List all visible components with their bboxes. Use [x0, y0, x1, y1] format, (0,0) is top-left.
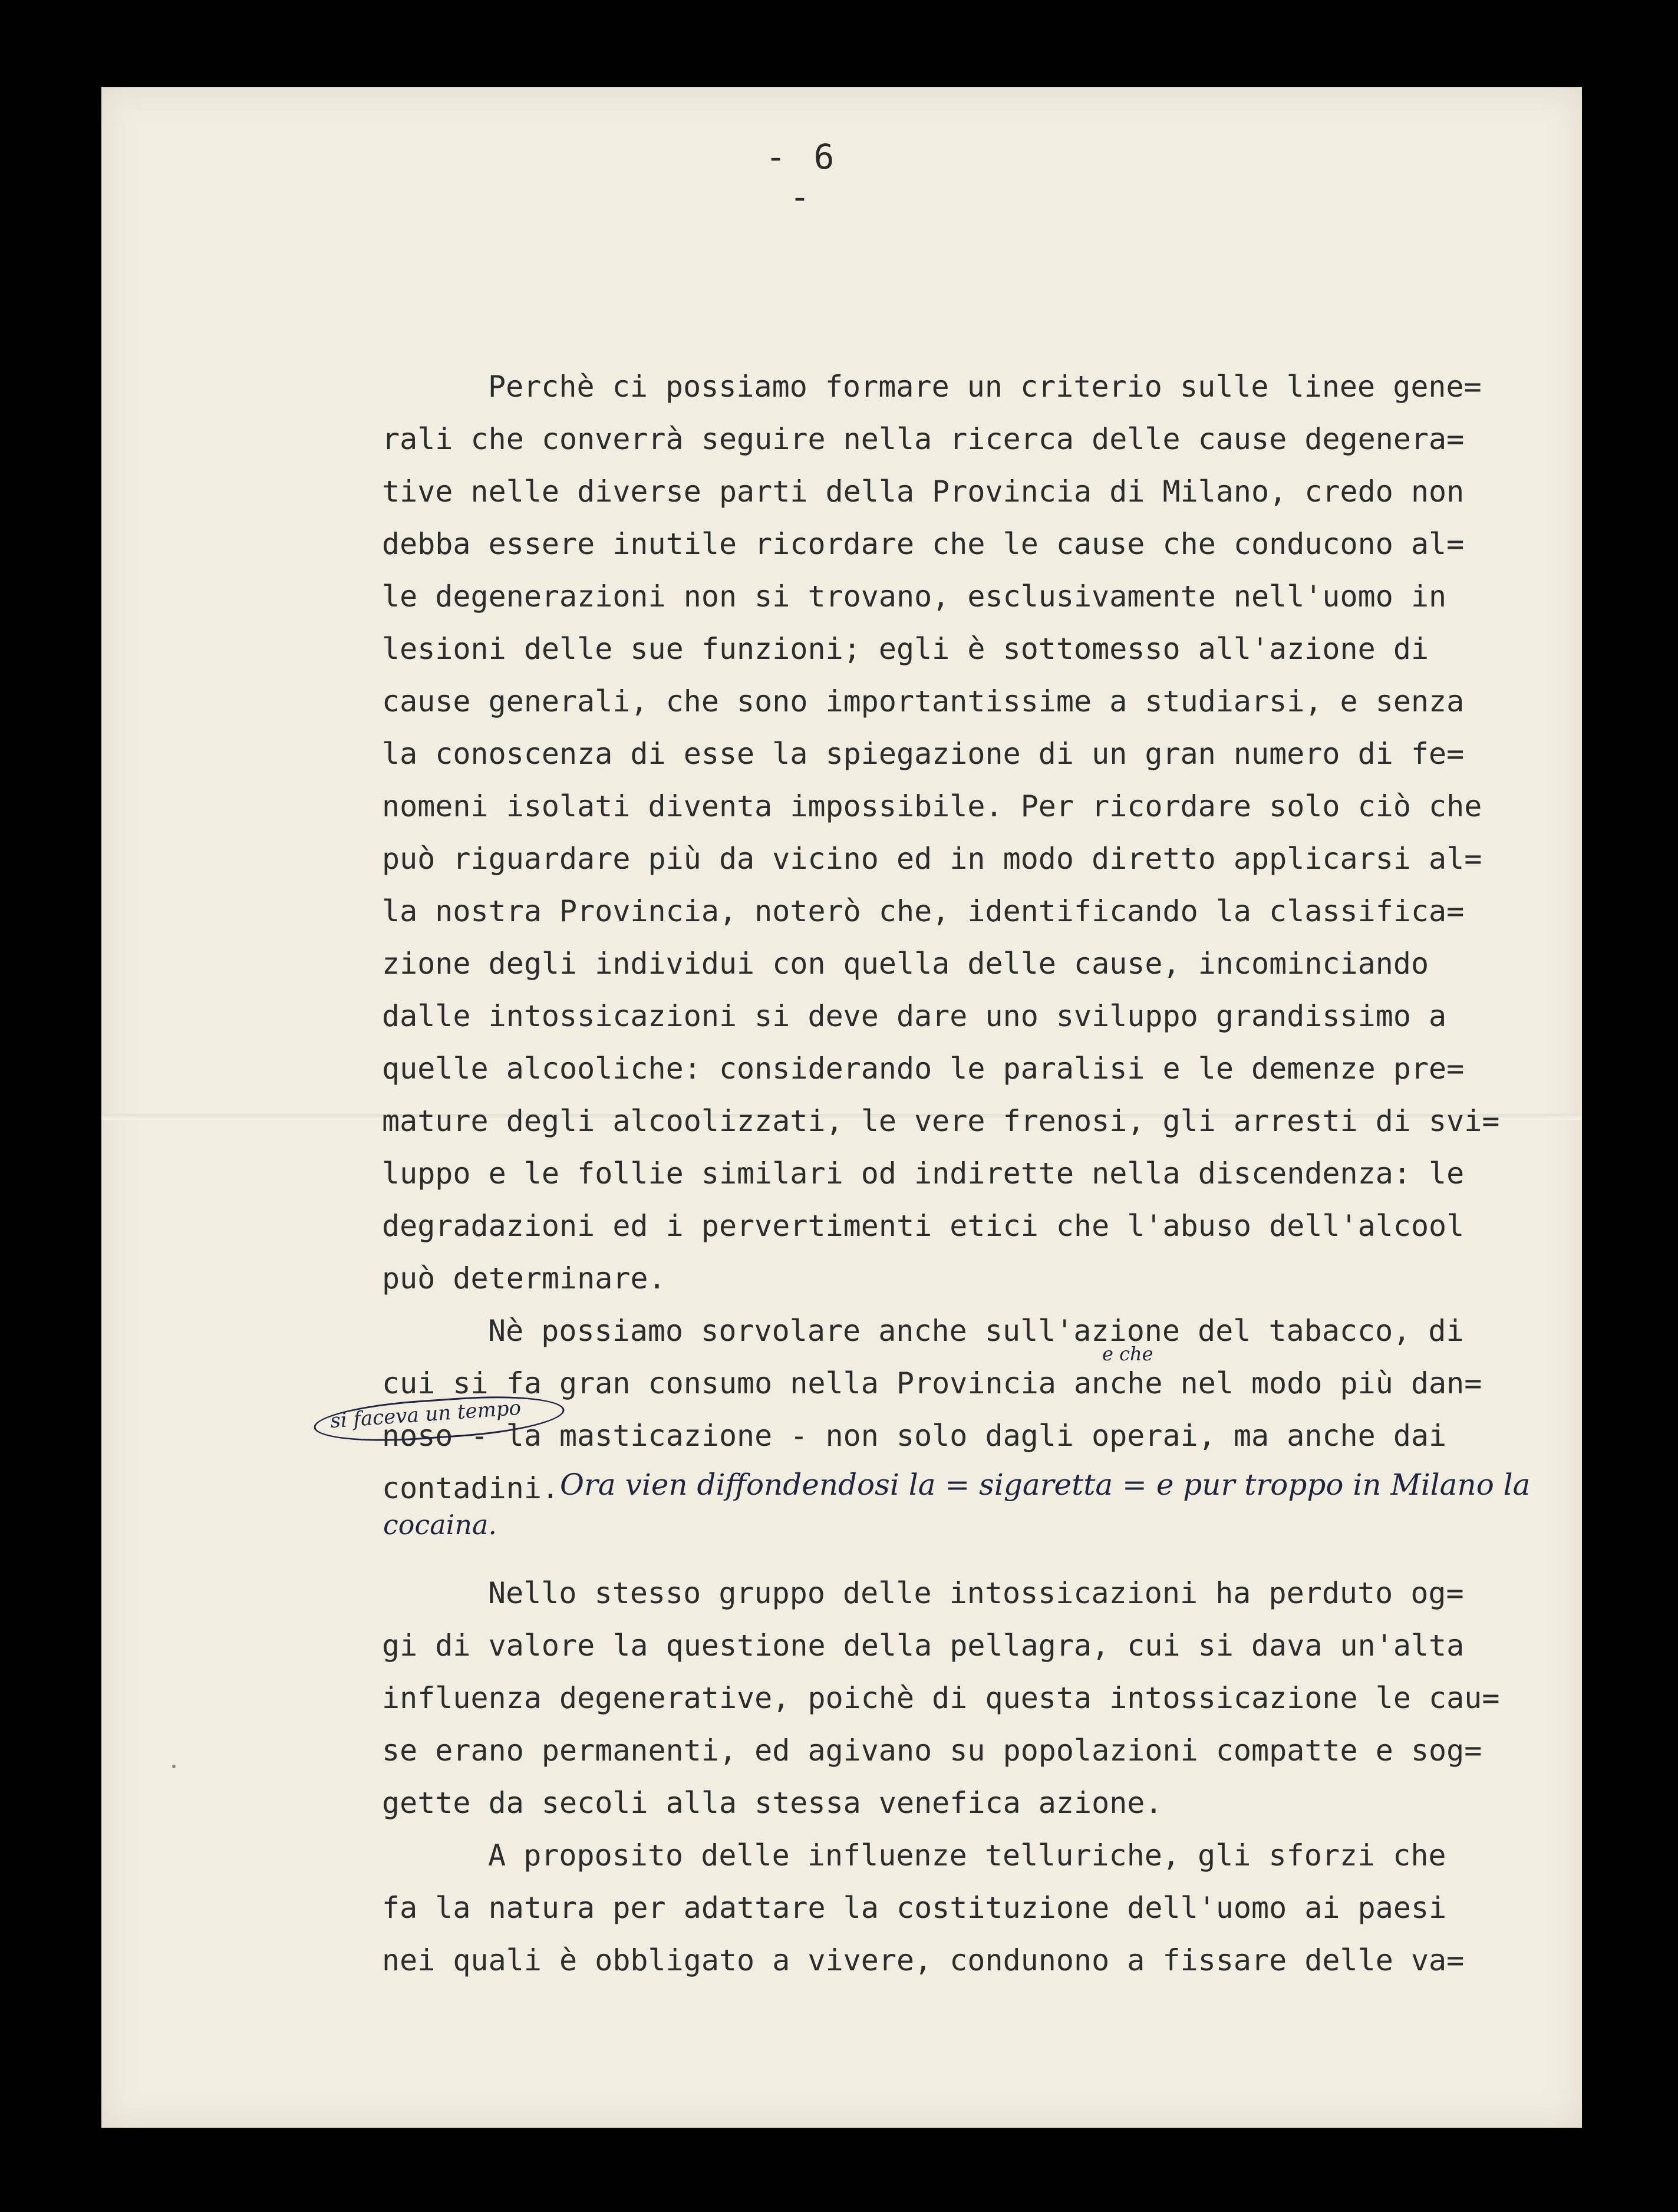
text-line: fa la natura per adattare la costituzione dell'uomo ai paesi	[382, 1891, 1447, 1925]
text-line: mature degli alcoolizzati, le vere frenosi, gli arresti di svi=	[382, 1104, 1500, 1138]
text-line: contadini.	[382, 1471, 560, 1505]
text-line: nomeni isolati diventa impossibile. Per ricordare solo ciò che	[382, 789, 1482, 823]
text-line: A proposito delle influenze telluriche, gli sforzi che	[488, 1838, 1446, 1873]
text-line: debba essere inutile ricordare che le cause che conducono al=	[382, 527, 1465, 561]
text-line: può determinare.	[382, 1261, 666, 1295]
text-line: se erano permanenti, ed agivano su popolazioni compatte e sog=	[382, 1733, 1482, 1768]
text-line: la conoscenza di esse la spiegazione di un gran numero di fe=	[382, 737, 1465, 771]
page-number: - 6 -	[765, 137, 838, 217]
text-line: quelle alcooliche: considerando le paralisi e le demenze pre=	[382, 1051, 1465, 1086]
paper-spot	[172, 1765, 176, 1768]
text-line: gi di valore la questione della pellagra, cui si dava un'alta	[382, 1628, 1465, 1663]
text-line: cui si fa gran consumo nella Provincia anche nel modo più dan=	[382, 1366, 1482, 1400]
typewritten-text	[382, 361, 1500, 1987]
text-line: lesioni delle sue funzioni; egli è sottomesso all'azione di	[382, 632, 1429, 666]
text-line: gette da secoli alla stessa venefica azione.	[382, 1786, 1163, 1820]
text-line: Perchè ci possiamo formare un criterio sulle linee gene=	[488, 370, 1482, 404]
text-line: Nè possiamo sorvolare anche sull'azione del tabacco, di	[488, 1314, 1464, 1348]
handwritten-addition-continued: cocaina.	[383, 1509, 497, 1541]
handwritten-addition: Ora vien diffondendosi la = sigaretta = e pur troppo in Milano la	[560, 1468, 1531, 1502]
handwritten-insertion: e che	[1102, 1343, 1153, 1365]
text-line: dalle intossicazioni si deve dare uno sviluppo grandissimo a	[382, 999, 1447, 1033]
text-line: le degenerazioni non si trovano, esclusivamente nell'uomo in	[382, 579, 1447, 614]
text-line: cause generali, che sono importantissime a studiarsi, e senza	[382, 684, 1465, 718]
text-line: zione degli individui con quella delle cause, incominciando	[382, 947, 1429, 981]
text-line: la nostra Provincia, noterò che, identificando la classifica=	[382, 894, 1465, 928]
text-line: noso - la masticazione - non solo dagli operai, ma anche dai	[382, 1419, 1447, 1453]
text-line: luppo e le follie similari od indirette nella discendenza: le	[382, 1156, 1465, 1191]
text-line: Nello stesso gruppo delle intossicazioni ha perduto og=	[488, 1576, 1464, 1610]
text-line: può riguardare più da vicino ed in modo diretto applicarsi al=	[382, 842, 1482, 876]
text-line: tive nelle diverse parti della Provincia di Milano, credo non	[382, 474, 1465, 509]
text-line: rali che converrà seguire nella ricerca delle cause degenera=	[382, 422, 1465, 456]
handwritten-margin-note: si faceva un tempo	[329, 1396, 522, 1433]
text-line: degradazioni ed i pervertimenti etici che l'abuso dell'alcool	[382, 1209, 1465, 1243]
text-line	[382, 1515, 1490, 1567]
text-line: nei quali è obbligato a vivere, condunono a fissare delle va=	[382, 1943, 1465, 1977]
text-line: influenza degenerative, poichè di questa intossicazione le cau=	[382, 1681, 1500, 1715]
